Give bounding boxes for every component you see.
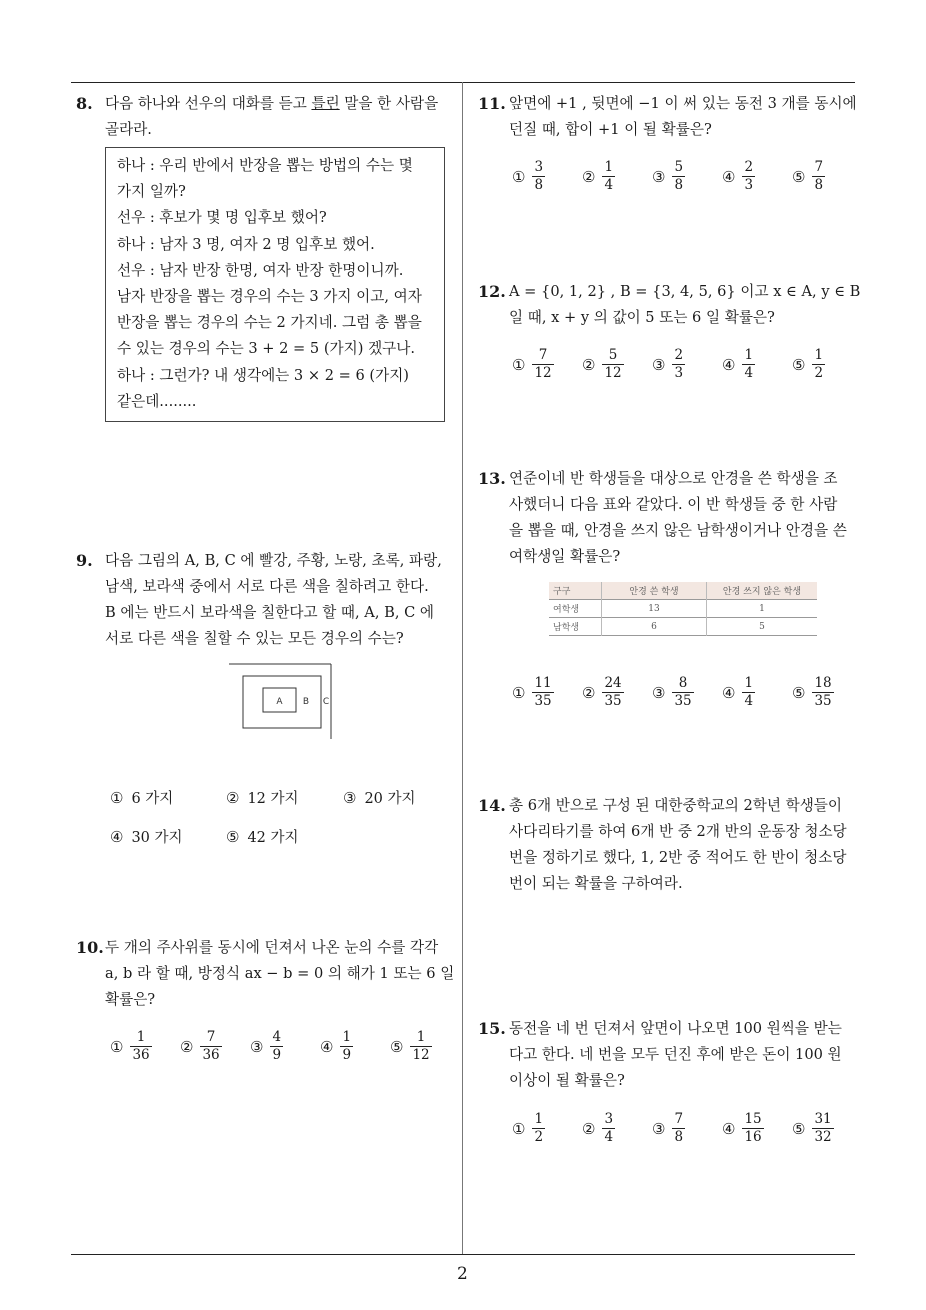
region-a-label: A (276, 697, 283, 707)
choice-5[interactable]: ⑤ $\frac{7}{8}$ (792, 159, 824, 193)
dialog-line: 남자 반장을 뽑는 경우의 수는 3 가지 이고, 여자 (117, 288, 422, 306)
fraction: $\frac{8}{35}$ (674, 675, 692, 709)
choice-4[interactable]: ④ $\frac{1}{4}$ (722, 675, 754, 709)
dialog-line: 같은데........ (117, 392, 197, 410)
glasses-table (549, 582, 817, 636)
question-text: A = {0, 1, 2} , B = {3, 4, 5, 6} 이고 x ∈ A, y ∈ B 일 때, x + y 의 값이 5 또는 6 일 확률은? (509, 283, 861, 326)
fraction: $\frac{1}{9}$ (342, 1029, 352, 1063)
table-header: 안경 쓴 학생 (602, 582, 707, 600)
choice-1[interactable]: ① $\frac{3}{8}$ (512, 159, 544, 193)
fraction: $\frac{1}{12}$ (412, 1029, 430, 1063)
choice-5[interactable]: ⑤ $\frac{18}{35}$ (792, 675, 832, 709)
choice-2[interactable]: ② $\frac{24}{35}$ (582, 675, 622, 709)
choice-1[interactable]: ① 6 가지 (110, 789, 174, 807)
fraction: $\frac{3}{8}$ (534, 159, 544, 193)
region-b-label: B (302, 697, 310, 707)
dialog-line: 수 있는 경우의 수는 3 + 2 = 5 (가지) 겠구나. (117, 340, 415, 358)
question-number: 11. (478, 94, 506, 113)
choice-4[interactable]: ④ $\frac{1}{9}$ (320, 1029, 352, 1063)
fraction: $\frac{31}{32}$ (814, 1111, 832, 1145)
table-header-row (549, 582, 817, 600)
choice-1[interactable]: ① $\frac{7}{12}$ (512, 347, 552, 381)
question-text: 앞면에 +1 , 뒷면에 −1 이 써 있는 동전 3 개를 동시에 던질 때, 합이 +1 이 될 확률은? (509, 95, 857, 138)
fraction: $\frac{4}{9}$ (272, 1029, 282, 1063)
region-c-label: C (322, 697, 330, 707)
choice-4[interactable]: ④ $\frac{15}{16}$ (722, 1111, 762, 1145)
choice-5[interactable]: ⑤ $\frac{31}{32}$ (792, 1111, 832, 1145)
choice-1[interactable]: ① $\frac{1}{2}$ (512, 1111, 544, 1145)
question-text: 연준이네 반 학생들을 대상으로 안경을 쓴 학생을 조 사했더니 다음 표와 같았다. 이 반 학생들 중 한 사람 을 뽑을 때, 안경을 쓰지 않은 남학생이거나 안경을 쓴 여학생일 확률은? (509, 470, 847, 565)
fraction: $\frac{11}{35}$ (534, 675, 552, 709)
choice-1[interactable]: ① $\frac{11}{35}$ (512, 675, 552, 709)
fraction: $\frac{1}{36}$ (132, 1029, 150, 1063)
choice-2[interactable]: ② $\frac{3}{4}$ (582, 1111, 614, 1145)
question-number: 14. (478, 796, 506, 815)
question-text: 다음 하나와 선우의 대화를 듣고 틀린 말을 한 사람을 골라라. (105, 95, 439, 138)
question-number: 9. (76, 551, 93, 570)
question-number: 10. (76, 938, 104, 957)
choice-3[interactable]: ③ $\frac{2}{3}$ (652, 347, 684, 381)
table-header: 구구 (549, 582, 602, 600)
column-divider (462, 82, 463, 1255)
choice-3[interactable]: ③ $\frac{7}{8}$ (652, 1111, 684, 1145)
fraction: $\frac{18}{35}$ (814, 675, 832, 709)
dialog-box (105, 147, 445, 422)
dialog-line: 반장을 뽑는 경우의 수는 2 가지네. 그럼 총 뽑을 (117, 314, 422, 332)
fraction: $\frac{5}{12}$ (604, 347, 622, 381)
table-row: 여학생 13 1 (549, 600, 817, 618)
choice-2[interactable]: ② $\frac{7}{36}$ (180, 1029, 220, 1063)
choice-2[interactable]: ② 12 가지 (226, 789, 299, 807)
fraction: $\frac{1}{4}$ (604, 159, 614, 193)
fraction: $\frac{2}{3}$ (674, 347, 684, 381)
choice-1[interactable]: ① $\frac{1}{36}$ (110, 1029, 150, 1063)
fraction: $\frac{1}{4}$ (744, 347, 754, 381)
choice-3[interactable]: ③ $\frac{8}{35}$ (652, 675, 692, 709)
dialog-line: 선우 : 후보가 몇 명 입후보 했어? (117, 209, 327, 227)
question-number: 13. (478, 469, 506, 488)
choice-5[interactable]: ⑤ 42 가지 (226, 828, 299, 846)
bottom-rule (71, 1254, 855, 1255)
choice-5[interactable]: ⑤ $\frac{1}{2}$ (792, 347, 824, 381)
fraction: $\frac{24}{35}$ (604, 675, 622, 709)
dialog-line: 하나 : 우리 반에서 반장을 뽑는 방법의 수는 몇 (117, 157, 413, 174)
table-row: 남학생 6 5 (549, 618, 817, 636)
fraction: $\frac{5}{8}$ (674, 159, 684, 193)
fraction: $\frac{1}{2}$ (814, 347, 824, 381)
fraction: $\frac{3}{4}$ (604, 1111, 614, 1145)
choice-2[interactable]: ② $\frac{1}{4}$ (582, 159, 614, 193)
question-text: 동전을 네 번 던져서 앞면이 나오면 100 원씩을 받는 다고 한다. 네 번을 모두 던진 후에 받은 돈이 100 원 이상이 될 확률은? (509, 1020, 842, 1089)
region-figure (226, 662, 336, 742)
choice-3[interactable]: ③ $\frac{4}{9}$ (250, 1029, 282, 1063)
choice-3[interactable]: ③ $\frac{5}{8}$ (652, 159, 684, 193)
choice-4[interactable]: ④ $\frac{2}{3}$ (722, 159, 754, 193)
fraction: $\frac{15}{16}$ (744, 1111, 762, 1145)
fraction: $\frac{1}{4}$ (744, 675, 754, 709)
choice-2[interactable]: ② $\frac{5}{12}$ (582, 347, 622, 381)
dialog-line: 선우 : 남자 반장 한명, 여자 반장 한명이니까. (117, 261, 404, 279)
page-number: 2 (457, 1264, 468, 1284)
dialog-line: 하나 : 남자 3 명, 여자 2 명 입후보 했어. (117, 235, 375, 253)
fraction: $\frac{7}{12}$ (534, 347, 552, 381)
choice-3[interactable]: ③ 20 가지 (343, 789, 416, 807)
fraction: $\frac{1}{2}$ (534, 1111, 544, 1145)
choice-4[interactable]: ④ $\frac{1}{4}$ (722, 347, 754, 381)
question-number: 8. (76, 94, 93, 113)
dialog-line: 가지 일까? (117, 183, 186, 201)
choice-5[interactable]: ⑤ $\frac{1}{12}$ (390, 1029, 430, 1063)
question-text: 두 개의 주사위를 동시에 던져서 나온 눈의 수를 각각 a, b 라 할 때, 방정식 ax − b = 0 의 해가 1 또는 6 일 확률은? (105, 939, 455, 1008)
question-text: 다음 그림의 A, B, C 에 빨강, 주황, 노랑, 초록, 파랑, 남색, 보라색 중에서 서로 다른 색을 칠하려고 한다. B 에는 반드시 보라색을 칠한다고 할 때, A, B, C 에 서로 다른 색을 칠할 수 있는 모든 경우의 수는? (105, 552, 442, 647)
fraction: $\frac{7}{36}$ (202, 1029, 220, 1063)
table-header: 안경 쓰지 않은 학생 (722, 587, 802, 597)
question-number: 12. (478, 282, 506, 301)
emphasis-wrong: 틀린 (311, 95, 340, 112)
fraction: $\frac{7}{8}$ (814, 159, 824, 193)
question-number: 15. (478, 1019, 506, 1038)
fraction: $\frac{7}{8}$ (674, 1111, 684, 1145)
question-text: 총 6개 반으로 구성 된 대한중학교의 2학년 학생들이 사다리타기를 하여 6개 반 중 2개 반의 운동장 청소당 번을 정하기로 했다, 1, 2반 중 적어도 한 반이 청소당 번이 되는 확률을 구하여라. (509, 797, 847, 892)
fraction: $\frac{2}{3}$ (744, 159, 754, 193)
choice-4[interactable]: ④ 30 가지 (110, 828, 183, 846)
dialog-line: 하나 : 그런가? 내 생각에는 3 × 2 = 6 (가지) (117, 366, 410, 384)
top-rule (71, 82, 855, 83)
